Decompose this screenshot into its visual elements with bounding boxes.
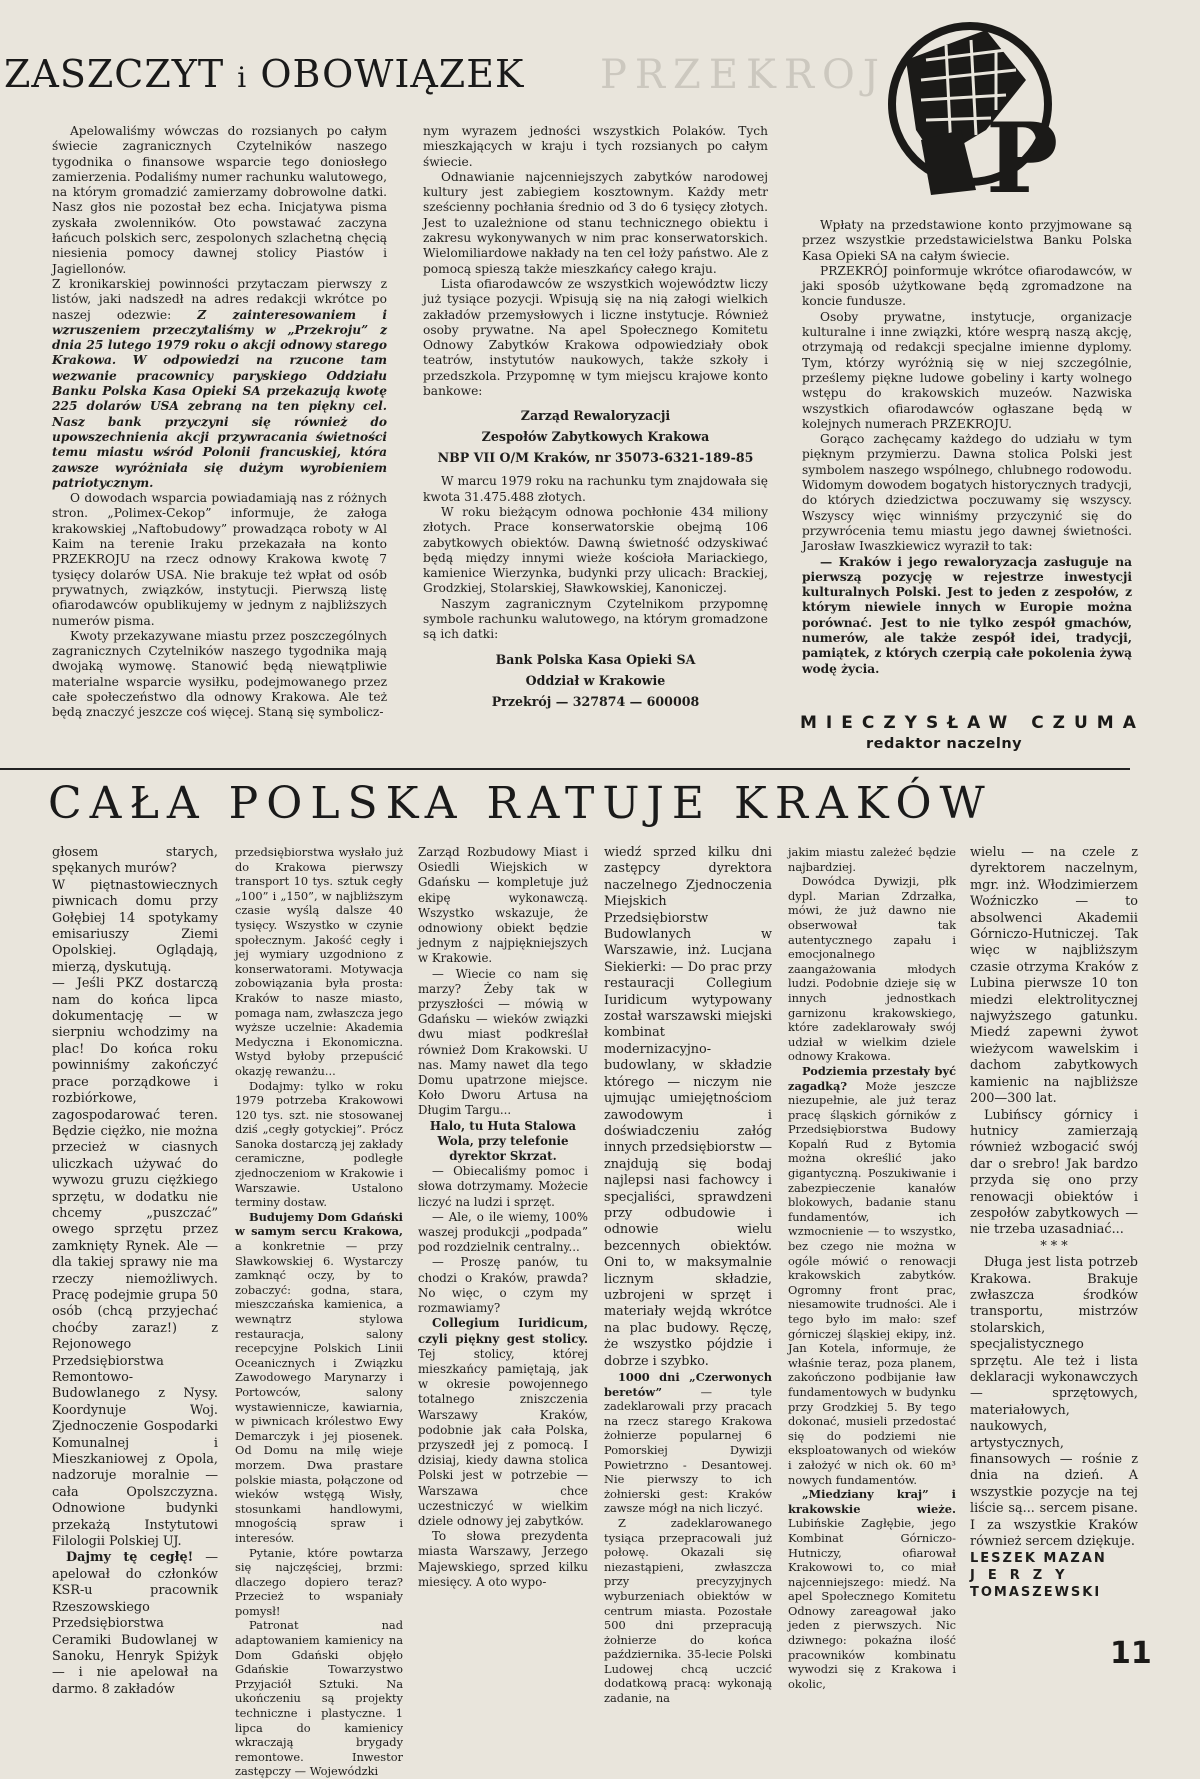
paragraph: przedsiębiorstwa wysłało już do Krakowa pierwszy transport 10 tys. sztuk cegły „100” i „150”, w najbliższym czasie wyślą dalsze 40 tysięcy. Wszystko w czynie społecznym. Jakość cegły i jej wymiary uzgodniono z konserwatorami. Motywacja zobowiązania była prosta: Kraków to nasze miasto, pomaga nam, zwłaszcza jego wyższe uczelnie: Akademia Medyczna i Ekonomiczna. Wstyd byłoby przepuścić okazję rewanżu... — [235, 845, 403, 1078]
runin-heading: „Miedziany kraj” i krakowskie wieże. — [788, 1487, 956, 1516]
paragraph: głosem starych, spękanych murów? W piętnastowiecznych piwnicach domu przy Gołębiej 14 spotykamy emisariuszy Ziemi Opolskiej. Oglądają, mierzą, dyskutują. — Jeśli PKZ dostarczą nam do końca lipca dokumentację — w sierpniu wchodzimy na plac! Do końca roku powinniśmy zakończyć prace porządkowe i rozbiórkowe, zagospodarować teren. Będzie ciężko, nie można przecież w ciasnych uliczkach używać do wywozu gruzu ciężkiego sprzętu, w dodatku nie chcemy „puszczać” owego sprzętu przez zamknięty Rynek. Ale — dla takiej sprawy nie ma rzeczy niemożliwych. Pracę podejmie grupa 50 osób (chcą przyjechać choćby zaraz!) z Rejonowego Przedsiębiorstwa Remontowo-Budowlanego z Nysy. Koordynuje Woj. Zjednoczenie Gospodarki Komunalnej i Mieszkaniowej z Opola, nadzoruje moralnie — cała Opolszczyzna. Odnowione budynki przekażą Instytutowi Filologii Polskiej UJ. — [52, 845, 218, 1550]
paragraph: Lista ofiarodawców ze wszystkich województw liczy już tysiące pozycji. Wpisują się na nią załogi wielkich zakładów przemysłowych i liczne instytucje. Również osoby prywatne. Na apel Społecznego Komitetu Odnowy Zabytków Krakowa odpowiedziały obok teatrów, instytutów naukowych, także szkoły i przedszkola. Przypomnę w tym miejscu krajowe konto bankowe: — [423, 276, 768, 399]
paragraph: Osoby prywatne, instytucje, organizacje kulturalne i inne związki, które wesprą naszą akcję, otrzymają od redakcji specjalne imienne dyplomy. Tym, którzy wyróżnią się w niej szczególnie, prześlemy piękne ludowe gobeliny i karty wolnego wstępu do krakowskich muzeów. Nazwiska wszystkich ofiarodawców ogłaszane będą w kolejnych numerach PRZEKROJU. — [802, 309, 1132, 431]
section-stars: * * * — [1040, 1238, 1068, 1254]
article-column-4 — [604, 845, 772, 1706]
paragraph: Patronat nad adaptowaniem kamienicy na Dom Gdański objęło Gdańskie Towarzystwo Przyjaciół Sztuki. Na ukończeniu są projekty techniczne i plastyczne. 1 lipca do kamienicy wkraczają brygady remontowe. Inwestor zastępczy — Wojewódzki — [235, 1618, 403, 1779]
paragraph: jakim miastu zależeć będzie najbardziej. — [788, 845, 956, 874]
iwaszkiewicz-quote: — Kraków i jego rewaloryzacja zasługuje na pierwszą pozycję w rejestrze inwestycji kulturalnych Polski. Jest to jeden z zespołów, z którym niewiele innych w Europie można porównać. Jest to nie tylko zespół gmachów, numerów, ale także zespół idei, tradycji, pamiątek, z których czerpią całe pokolenia żywą wodę życia. — [802, 554, 1132, 676]
paragraph: Z kronikarskiej powinności przytaczam pierwszy z listów, jaki nadszedł na adres redakcji wkrótce po naszej odezwie: — [52, 276, 387, 322]
headline-word-2: i — [237, 61, 248, 94]
article-column-2 — [235, 845, 403, 1779]
editorial-column-2 — [423, 124, 768, 718]
paragraph: W roku bieżącym odnowa pochłonie 434 miliony złotych. Prace konserwatorskie obejmą 106 zabytkowych obiektów. Dawną świetność odzyskiwać będą między innymi wieże kościoła Mariackiego, kamienice Wierzynka, budynki przy ulicach: Brackiej, Grodzkiej, Stolarskiej, Sławkowskiej, Kanoniczej. — [423, 504, 768, 596]
account-line: Zarząd Rewaloryzacji — [520, 408, 671, 424]
runin-heading: Budujemy Dom Gdański w samym sercu Krakowa, — [235, 1209, 403, 1239]
paragraph: — tyle zadeklarowali przy pracach na rzecz starego Krakowa żołnierze popularnej 6 Pomorskiej Dywizji Powietrzno - Desantowej. Nie pierwszy to ich żołnierski gest: Kraków zawsze mógł na nich liczyć. — [604, 1384, 772, 1516]
editorial-column-1 — [52, 124, 387, 721]
paragraph: O dowodach wsparcia powiadamiają nas z różnych stron. „Polimex-Cekop” informuje, że załoga krakowskiej „Naftobudowy” prowadząca roboty w Al Kaim na terenie Iraku przekazała na konto PRZEKROJU na rzecz odnowy Krakowa kwotę 7 tysięcy dolarów USA. Nie brakuje też wpłat od osób prywatnych, związków, instytucji. Pierwszą listę ofiarodawców opublikujemy w jednym z najbliższych numerów pisma. — [52, 491, 387, 628]
section-divider — [0, 768, 1130, 770]
subheading: Halo, tu Huta Stalowa Wola, przy telefonie dyrektor Skrzat. — [429, 1118, 577, 1164]
paragraph: wiedź sprzed kilku dni zastępcy dyrektora naczelnego Zjednoczenia Miejskich Przedsiębiorstw Budowlanych w Warszawie, inż. Lucjana Siekierki: — Do prac przy restauracji Collegium Iuridicum wytypowany został warszawski miejski kombinat modernizacyjno-budowlany, w składzie którego — niczym nie ujmując umiejętnościom zawodowym i doświadczeniu załóg innych przedsiębiorstw — znajdują się bodaj najlepsi nasi fachowcy i specjaliści, sprawdzeni przy odbudowie i odnowie wielu bezcennych obiektów. Oni to, w maksymalnie licznym składzie, uzbrojeni w sprzęt i materiały wejdą wkrótce na plac budowy. Ręczę, że wszystko pójdzie i dobrze i szybko. — [604, 845, 772, 1369]
paragraph: — Obiecaliśmy pomoc i słowa dotrzymamy. Możecie liczyć na ludzi i sprzęt. — [418, 1164, 588, 1209]
editorial-column-3 — [802, 218, 1132, 677]
author-line: TOMASZEWSKI — [970, 1585, 1102, 1601]
account-line: Oddział w Krakowie — [525, 672, 666, 688]
account-line: NBP VII O/M Kraków, nr 35073-6321-189-85 — [437, 450, 754, 466]
paragraph: Naszym zagranicznym Czytelnikom przypomnę symbole rachunku walutowego, na którym gromadzone są ich datki: — [423, 596, 768, 642]
article-headline: CAŁA POLSKA RATUJE KRAKÓW — [48, 778, 993, 829]
paragraph: Długa jest lista potrzeb Krakowa. Brakuje zwłaszcza środków transportu, mistrzów stolarskich, specjalistycznego sprzętu. Ale też i lista deklaracji wykonawczych — sprzętowych, materiałowych, naukowych, artystycznych, finansowych — rośnie z dnia na dzień. A wszystkie pozycje na tej liście są... sercem pisane. I za wszystkie Kraków również sercem dziękuje. — [970, 1255, 1138, 1550]
domestic-account-block — [423, 405, 768, 468]
editor-role: redaktor naczelny — [866, 736, 1023, 752]
runin-heading: 1000 dni „Czerwonych beretów” — [604, 1370, 772, 1399]
paragraph: Dowódca Dywizji, płk dypl. Marian Zdrzałka, mówi, że już dawno nie obserwował tak autentycznego zapału i emocjonalnego zaangażowania młodych ludzi. Podobnie dzieje się w innych jednostkach garnizonu krakowskiego, które zadeklarowały swój udział w wielkim dziele odnowy Krakowa. — [788, 874, 956, 1064]
article-column-5 — [788, 845, 956, 1691]
paragraph: — Proszę panów, tu chodzi o Kraków, prawda? No więc, o czym my rozmawiamy? — [418, 1255, 588, 1316]
runin-heading: Dajmy tę cegłę! — [66, 1550, 194, 1566]
headline-word-3: OBOWIĄZEK — [260, 52, 525, 96]
paragraph: Kwoty przekazywane miastu przez poszczególnych zagranicznych Czytelników naszego tygodnika mają dwojaką wymowę. Stanowić będą niewątpliwie materialne wsparcie wysiłku, podejmowanego przez całe społeczeństwo dla odnowy Krakowa. Ale też będą znaczyć jeszcze coś więcej. Staną się symbolicz- — [52, 628, 387, 720]
paragraph: — Ale, o ile wiemy, 100% waszej produkcji „podpada” pod rozdzielnik centralny... — [418, 1209, 588, 1255]
paragraph: Apelowaliśmy wówczas do rozsianych po całym świecie zagranicznych Czytelników naszego tygodnika o finansowe wsparcie tego doniosłego zamierzenia. Podaliśmy numer rachunku walutowego, na którym gromadzić zamierzamy dobrowolne datki. Nasz głos nie pozostał bez echa. Inicjatywa pisma zyskała zwolenników. Oto powstawać zaczyna łańcuch polskich serc, zespolonych szlachetną chęcią niesienia pomocy dawnej stolicy Piastów i Jagiellonów. — [52, 124, 387, 276]
paragraph: nym wyrazem jedności wszystkich Polaków. Tych mieszkających w kraju i tych rozsianych po całym świecie. — [423, 124, 768, 169]
runin-heading: Podziemia przestały być zagadką? — [788, 1063, 956, 1093]
foreign-account-block — [423, 649, 768, 712]
paragraph: — Wiecie co nam się marzy? Żeby tak w przyszłości — mówią w Gdańsku — wieków związki dwu miast podkreślał również Dom Krakowski. U nas. Mamy nawet dla tego Domu upatrzone miejsce. Koło Dworu Artusa na Długim Targu... — [418, 966, 588, 1118]
paragraph: Z zadeklarowanego tysiąca przepracowali już połowę. Okazali się niezastąpieni, zwłaszcza przy precyzyjnych wyburzeniach obiektów w centrum miasta. Pozostałe 500 dni przepracują żołnierze do końca października. 35-lecie Polski Ludowej chcą uczcić dodatkową pracą: wykonają zadanie, na — [604, 1515, 772, 1706]
paragraph: Lubińskie Zagłębie, jego Kombinat Górniczo-Hutniczy, ofiarował Krakowowi to, co miał najcenniejszego: miedź. Na apel Społecznego Komitetu Odnowy zareagował jako jeden z pierwszych. Nic dziwnego: pokaźna ilość pracowników kombinatu wywodzi się z Krakowa i okolic, — [788, 1516, 956, 1691]
paragraph: wielu — na czele z dyrektorem naczelnym, mgr. inż. Włodzimierzem Woźniczko — to absolwenci Akademii Górniczo-Hutniczej. Tak więc w najbliższym czasie otrzyma Kraków z Lubina pierwsze 10 ton miedzi elektrolitycznej najwyższego gatunku. Miedź zapewni żywot wieżycom wawelskim i dachom zabytkowych kamienic na najbliższe 200—300 lat. — [970, 845, 1138, 1107]
article-column-1 — [52, 845, 218, 1698]
article-column-6 — [970, 845, 1138, 1601]
quoted-letter: Z zainteresowaniem i wzruszeniem przeczytaliśmy w „Przekroju” z dnia 25 lutego 1979 roku o akcji odnowy starego Krakowa. W odpowiedzi na rzucone tam wezwanie pracownicy paryskiego Oddziału Banku Polska Kasa Opieki SA przekazują kwotę 225 dolarów USA zebraną na ten piękny cel. Nasz bank przyczyni się również do upowszechnienia akcji przywracania świetności temu miastu wśród Polonii francuskiej, która zawsze wyróżniała się dużym wyrobieniem patriotycznym. — [52, 307, 388, 490]
account-line: Zespołów Zabytkowych Krakowa — [481, 429, 710, 445]
account-line: Przekrój — 327874 — 600008 — [491, 693, 700, 709]
runin-heading: Collegium Iuridicum, czyli piękny gest stolicy. — [418, 1316, 588, 1346]
editorial-headline — [4, 52, 524, 96]
paragraph: Tej stolicy, której mieszkańcy pamiętają, jak w okresie powojennego totalnego zniszczenia Warszawy Kraków, podobnie jak cała Polska, przyszedł jej z pomocą. I dzisiaj, kiedy dawna stolica Polski jest w potrzebie — Warszawa chce uczestniczyć w wielkim dziele odnowy jej zabytków. — [418, 1346, 588, 1528]
paragraph: Zarząd Rozbudowy Miast i Osiedli Wiejskich w Gdańsku — kompletuje już ekipę wykonawczą. Wszystko wskazuje, że odnowiony obiekt będzie jednym z najpiękniejszych w Krakowie. — [418, 845, 588, 966]
editor-signature: MIECZYSŁAW CZUMA — [800, 713, 1145, 733]
article-authors — [970, 1550, 1138, 1601]
paragraph: Pytanie, które powtarza się najczęściej, brzmi: dlaczego dopiero teraz? Przecież to wspaniały pomysł! — [235, 1545, 403, 1618]
headline-word-1: ZASZCZYT — [4, 52, 225, 96]
paragraph: To słowa prezydenta miasta Warszawy, Jerzego Majewskiego, sprzed kilku miesięcy. A oto wypo- — [418, 1529, 588, 1589]
article-column-3 — [418, 845, 588, 1590]
paragraph: Wpłaty na przedstawione konto przyjmowane są przez wszystkie przedstawicielstwa Banku Polska Kasa Opieki SA na całym świecie. — [802, 218, 1132, 263]
paragraph: Może jeszcze niezupełnie, ale już teraz pracę śląskich górników z Przedsiębiorstwa Budowy Kopalń Rud z Bytomia można określić jako gigantyczną. Poszukiwanie i zabezpieczenie kanałów blokowych, badanie stanu fundamentów, ich wzmocnienie — to wszystko, bez czego nie można w ogóle mówić o renowacji krakowskich zabytków. Ogromny front prac, niesamowite trudności. Ale i tego było im mało: szef górniczej śląskiej ekipy, inż. Jan Kotela, informuje, że właśnie teraz, poza planem, zakończono podbijanie ław fundamentowych w budynku przy Grodzkiej 5. By tego dokonać, musieli przedostać się do podziemi nie eksploatowanych od wieków i założyć w nich ok. 60 m³ nowych fundamentów. — [788, 1078, 957, 1487]
przekroj-logo — [866, 20, 1096, 220]
paragraph: Gorąco zachęcamy każdego do udziału w tym pięknym przymierzu. Dawna stolica Polski jest symbolem naszego wspólnego, chlubnego rodowodu. Widomym dowodem bogatych historycznych tradycji, do których dziedzictwa poczuwamy się wszyscy. Wszyscy więc winniśmy przyczynić się do przywrócenia temu miastu jego dawnej świetności. Jarosław Iwaszkiewicz wyraził to tak: — [802, 432, 1132, 554]
author-line: JERZY — [970, 1568, 1078, 1584]
author-line: LESZEK MAZAN — [970, 1551, 1107, 1567]
paragraph: PRZEKRÓJ poinformuje wkrótce ofiarodawców, w jaki sposób użytkowane będą zgromadzone na koncie fundusze. — [802, 263, 1132, 309]
paragraph: a konkretnie — przy Sławkowskiej 6. Wystarczy zamknąć oczy, by to zobaczyć: godna, stara, mieszczańska kamienica, a wewnątrz stylowa restauracja, salony recepcyjne Polskich Linii Oceanicznych i Związku Zawodowego Marynarzy i Portowców, salony wystawiennicze, kawiarnia, w piwnicach królestwo Ewy Demarczyk i jej piosenek. Od Domu na milę wieje morzem. Dwa prastare polskie miasta, połączone od wieków wstęgą Wisły, stosunkami handlowymi, mnogością spraw i interesów. — [235, 1239, 403, 1545]
paragraph: Lubińscy górnicy i hutnicy zamierzają również wzbogacić swój dar o srebro! Jak bardzo przyda się ono przy renowacji obiektów i zespołów zabytkowych — nie trzeba uzasadniać... — [970, 1107, 1138, 1238]
page-number: 11 — [1110, 1636, 1152, 1671]
paragraph: Odnawianie najcenniejszych zabytków narodowej kultury jest zabiegiem kosztownym. Każdy metr sześcienny pochłania średnio od 3 do 6 tysięcy złotych. Jest to uzależnione od stanu technicznego obiektu i zakresu wykonywanych w nim prac konserwatorskich. Wielomiliardowe nakłady na ten cel łoży państwo. Ale z pomocą spieszą także mieszkańcy całego kraju. — [423, 169, 768, 276]
logo-letter: P — [986, 102, 1059, 215]
paragraph: — apelował do członków KSR-u pracownik Rzeszowskiego Przedsiębiorstwa Ceramiki Budowlanej w Sanoku, Henryk Spiżyk — i nie apelował na darmo. 8 zakładów — [52, 1550, 218, 1697]
ghost-show-through-text: PRZEKROJ — [600, 52, 887, 98]
account-line: Bank Polska Kasa Opieki SA — [495, 651, 696, 667]
paragraph: Dodajmy: tylko w roku 1979 potrzeba Krakowowi 120 tys. szt. nie stosowanej dziś „cegły gotyckiej”. Prócz Sanoka dostarczą jej zakłady ceramiczne, podległe zjednoczeniom w Krakowie i Warszawie. Ustalono terminy dostaw. — [235, 1078, 403, 1210]
paragraph: W marcu 1979 roku na rachunku tym znajdowała się kwota 31.475.488 złotych. — [423, 474, 768, 504]
